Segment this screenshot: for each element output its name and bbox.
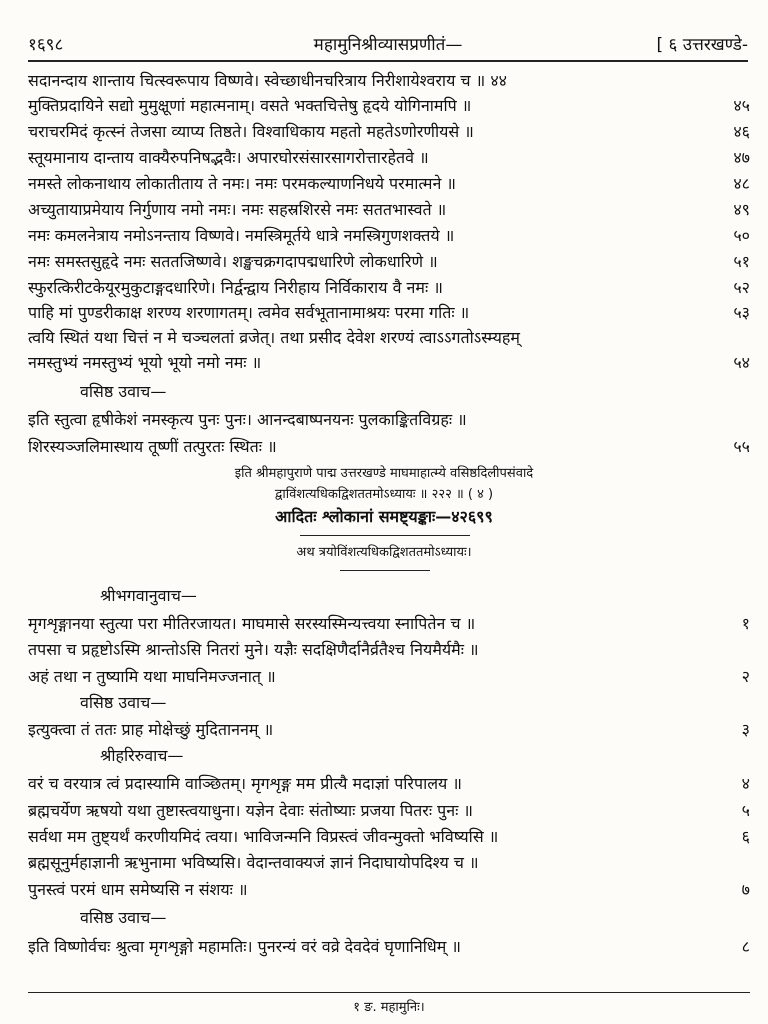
- speaker-label: श्रीभगवानुवाच—: [100, 586, 197, 605]
- verse-line: इति विष्णोर्वचः श्रुत्वा मृगशृङ्गो महामतिः। पुनरन्यं वरं वव्रे देवदेवं घृणानिधिम् ॥ ८: [28, 937, 750, 956]
- shloka-count: आदितः श्लोकानां समष्ट्यङ्काः—४२६९९: [275, 507, 493, 526]
- verse-line: इत्युक्त्वा तं ततः प्राह मोक्षेच्छुं मुदिताननम् ॥ ३: [28, 720, 750, 739]
- running-title: महामुनिश्रीव्यासप्रणीतं—: [313, 35, 463, 55]
- verse-line: ब्रह्मचर्येण ऋषयो यथा तुष्टास्त्वयाधुना। यज्ञेन देवाः संतोष्याः प्रजया पितरः पुनः ॥ ५: [28, 801, 750, 820]
- page-number: १६९८: [28, 35, 64, 55]
- verse-line: त्वयि स्थितं यथा चित्तं न मे चञ्चलतां व्रजेत्। तथा प्रसीद देवेश शरण्यं त्वाऽऽगतोऽस्म्यहम्: [28, 328, 520, 347]
- footnote: १ ङ. महामुनिः।: [28, 992, 750, 1015]
- verse-line: सर्वथा मम तुष्ट्यर्थं करणीयमिदं त्वया। भाविजन्मनि विप्रस्त्वं जीवन्मुक्तो भविष्यसि ॥ ६: [28, 827, 750, 846]
- verse-line: पुनस्त्वं परमं धाम समेष्यसि न संशयः ॥ ७: [28, 880, 750, 899]
- speaker-label: श्रीहरिरुवाच—: [100, 746, 184, 765]
- verse-line: सदानन्दाय शान्ताय चित्स्वरूपाय विष्णवे। स्वेच्छाधीनचरित्राय निरीशायेश्वराय च ॥ ४४: [28, 71, 507, 90]
- verse-line: इति स्तुत्वा हृषीकेशं नमस्कृत्य पुनः पुनः। आनन्दबाष्पनयनः पुलकाङ्कितविग्रहः ॥: [28, 410, 467, 429]
- verse-line: मृगशृङ्गानया स्तुत्या परा मीतिरजायत। माघमासे सरस्यस्मिन्यत्त्वया स्नापितेन च ॥ १: [28, 614, 750, 633]
- verse-line: चराचरमिदं कृत्स्नं तेजसा व्याप्य तिष्ठते। विश्वाधिकाय महतो महतेऽणोरणीयसे ॥ ४६: [28, 122, 750, 141]
- verse-line: स्तूयमानाय दान्ताय वाक्यैरुपनिषद्भवैः। अपारघोरसंसारसागरोत्तारहेतवे ॥ ४७: [28, 148, 750, 167]
- speaker-label: वसिष्ठ उवाच—: [80, 908, 167, 927]
- section-label: [ ६ उत्तरखण्डे-: [656, 35, 748, 55]
- page-header: [28, 30, 748, 62]
- verse-line: ब्रह्मसूनुर्महाज्ञानी ऋभुनामा भविष्यसि। वेदान्तवाक्यजं ज्ञानं निदाघायोपदिश्य च ॥: [28, 853, 479, 872]
- verse-line: पाहि मां पुण्डरीकाक्ष शरण्य शरणागतम्। त्वमेव सर्वभूतानामाश्रयः परमा गतिः ॥ ५३: [28, 303, 750, 322]
- colophon: इति श्रीमहापुराणे पाद्म उत्तरखण्डे माघमाहात्म्ये वसिष्ठदिलीपसंवादे: [234, 466, 534, 481]
- verse-line: मुक्तिप्रदायिने सद्यो मुमुक्षूणां महात्मनाम्। वसते भक्तचित्तेषु हृदये योगिनामपि ॥ ४५: [28, 96, 750, 115]
- speaker-label: वसिष्ठ उवाच—: [80, 693, 167, 712]
- verse-line: नमस्तुभ्यं नमस्तुभ्यं भूयो भूयो नमो नमः ॥ ५४: [28, 353, 750, 372]
- verse-line: नमस्ते लोकनाथाय लोकातीताय ते नमः। नमः परमकल्याणनिधये परमात्मने ॥ ४८: [28, 174, 750, 193]
- verse-line: शिरस्यञ्जलिमास्थाय तूष्णीं तत्पुरतः स्थितः ॥ ५५: [28, 437, 750, 456]
- verse-line: अच्युतायाप्रमेयाय निर्गुणाय नमो नमः। नमः सहस्रशिरसे नमः सततभास्वते ॥ ४९: [28, 200, 750, 219]
- verse-line: स्फुरत्किरीटकेयूरमुकुटाङ्गदधारिणे। निर्द्वन्द्वाय निरीहाय निर्विकाराय वै नमः ॥ ५२: [28, 278, 750, 297]
- speaker-label: वसिष्ठ उवाच—: [80, 382, 167, 401]
- verse-line: तपसा च प्रहृष्टोऽस्मि श्रान्तोऽसि नितरां मुने। यज्ञैः सदक्षिणैर्दानैर्व्रतैश्च नियमैर्यमैः ॥: [28, 640, 479, 659]
- verse-line: वरं च वरयात्र त्वं प्रदास्यामि वाञ्छितम्। मृगशृङ्ग मम प्रीत्यै मदाज्ञां परिपालय ॥ ४: [28, 774, 750, 793]
- divider: [300, 535, 470, 536]
- colophon-chapter-end: द्वाविंशत्यधिकद्विशततमोऽध्यायः ॥ २२२ ॥ ( ४ ): [274, 487, 494, 502]
- chapter-heading: अथ त्रयोविंशत्यधिकद्विशततमोऽध्यायः।: [296, 545, 472, 560]
- verse-line: अहं तथा न तुष्यामि यथा माघनिमज्जनात् ॥ २: [28, 667, 750, 686]
- verse-line: नमः समस्तसुहृदे नमः सततजिष्णवे। शङ्खचक्रगदापद्मधारिणे लोकधारिणे ॥ ५१: [28, 252, 750, 271]
- verse-line: नमः कमलनेत्राय नमोऽनन्ताय विष्णवे। नमस्त्रिमूर्तये धात्रे नमस्त्रिगुणशक्तये ॥ ५०: [28, 226, 750, 245]
- divider: [340, 570, 430, 571]
